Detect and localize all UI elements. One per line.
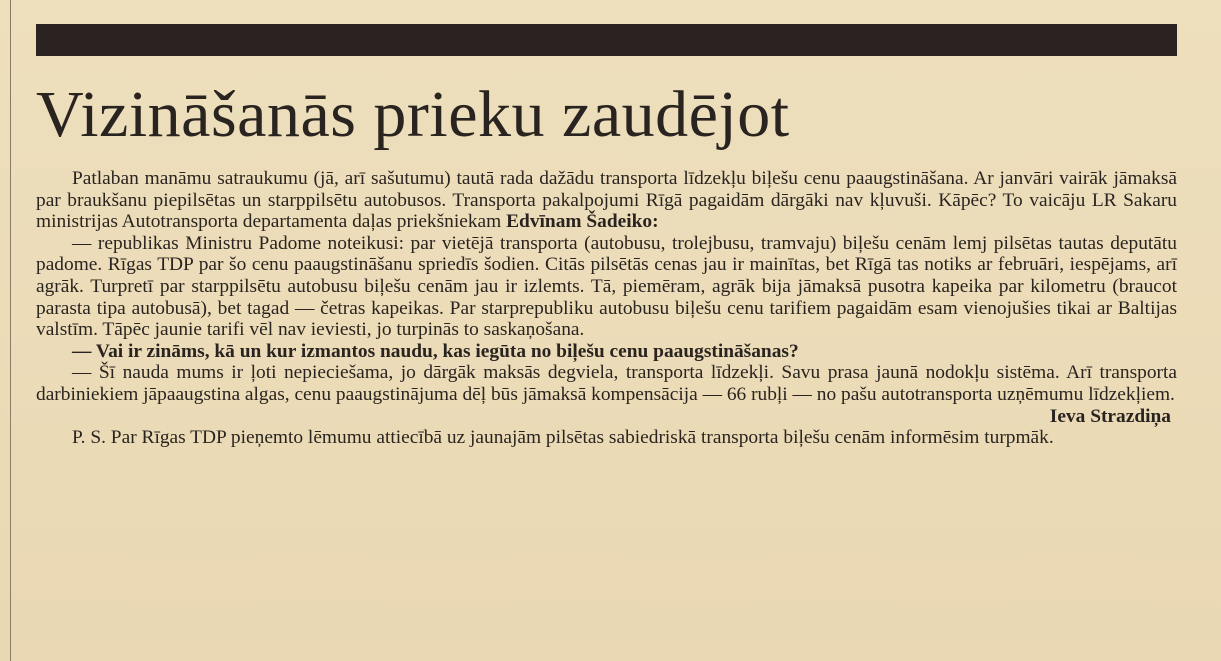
column-divider-line — [10, 0, 11, 661]
intro-paragraph — [36, 168, 1177, 233]
answer-paragraph-1: — republikas Ministru Padome noteikusi: par vietējā transporta (autobusu, trolejbusu, tramvaju) biļešu cenām lemj pilsētas tautas deputātu padome. Rīgas TDP par šo cenu paaugstināšanu spriedīs šodien. Citās pilsētās cenas jau ir mainītas, bet Rīgā tas notiks ar februāri, iespējams, arī agrāk. Turpretī par starppilsētu autobusu biļešu cenām jau ir izlemts. Tā, piemēram, agrāk bija jāmaksā pusotra kapeika par kilometru (braucot parasta tipa autobusā), bet tagad — četras kapeikas. Par starprepubliku autobusu biļešu cenu tarifiem pagaidām esam vienojušies tikai ar Baltijas valstīm. Tāpēc jaunie tarifi vēl nav ieviesti, jo turpinās to saskaņošana. — [36, 232, 1177, 341]
header-black-bar — [36, 24, 1177, 56]
postscript-paragraph: P. S. Par Rīgas TDP pieņemto lēmumu attiecībā uz jaunajām pilsētas sabiedriskā transporta biļešu cenām informēsim turpmāk. — [72, 427, 1054, 449]
intro-text: Patlaban manāmu satraukumu (jā, arī sašutumu) tautā rada dažādu transporta līdzekļu biļešu cenu paaugstināšana. Ar janvāri vairāk jāmaksā par braukšanu piepilsētas un starppilsētu autobusos. Transporta pakalpojumi Rīgā pagaidām dārgāki nav kļuvuši. Kāpēc? To vaicāju LR Sakaru ministrijas Autotransporta departamenta daļas priekšniekam — [36, 168, 1177, 233]
author-signature: Ieva Strazdiņa — [1049, 405, 1171, 427]
article-body — [36, 168, 1177, 449]
question-paragraph: — Vai ir zināms, kā un kur izmantos naudu, kas iegūta no biļešu cenu paaugstināšanas? — [72, 340, 799, 362]
answer-paragraph-2: — Šī nauda mums ir ļoti nepieciešama, jo dārgāk maksās degviela, transporta līdzekļi. Savu prasa jaunā nodokļu sistēma. Arī transporta darbiniekiem jāpaaugstina algas, cenu paaugstinājuma dēļ būs jāmaksā kompensācija — 66 rubļi — no pašu autotransporta uzņēmumu līdzekļiem. — [36, 362, 1177, 405]
article-headline: Vizināšanās prieku zaudējot — [36, 78, 790, 151]
interviewee-name: Edvīnam Šadeiko: — [506, 211, 659, 233]
